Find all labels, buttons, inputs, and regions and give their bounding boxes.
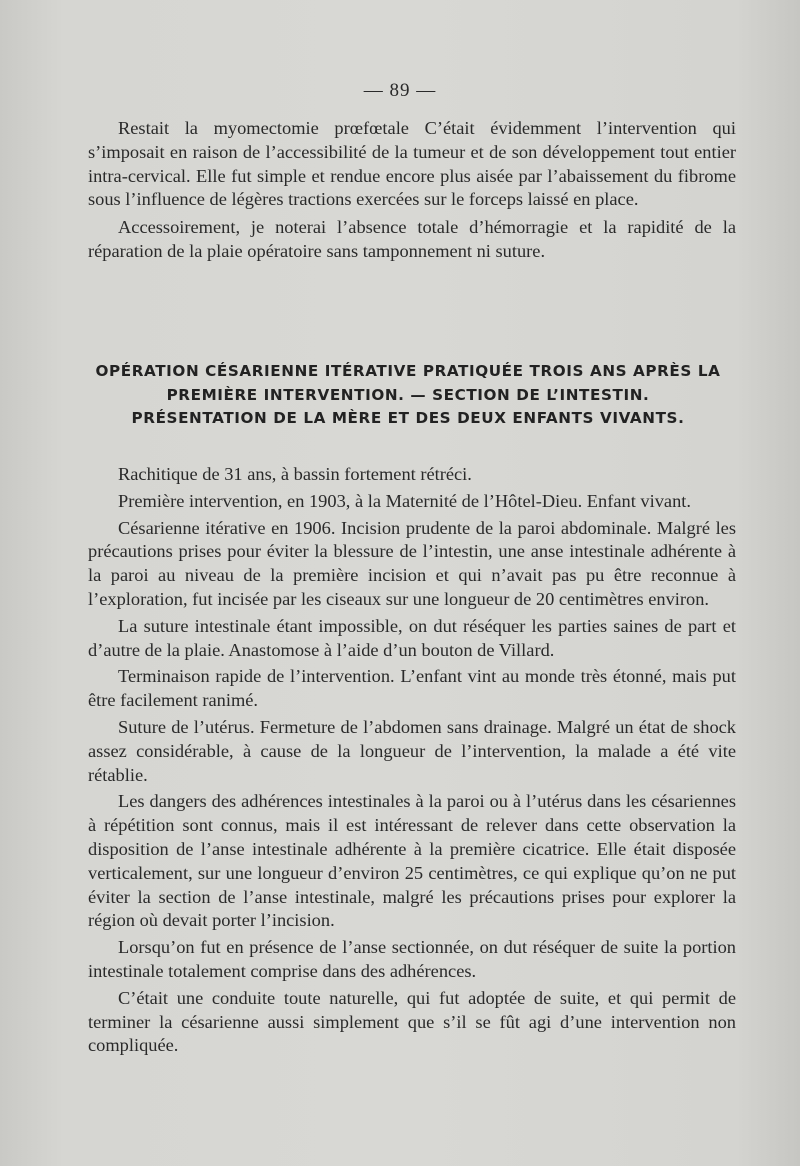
intro-text [88,117,736,264]
paragraph: Rachitique de 31 ans, à bassin fortement rétréci. [118,464,472,484]
section-heading [78,360,738,431]
paragraph: La suture intestinale étant impossible, on dut réséquer les parties saines de part et d’autre de la plaie. Anastomose à l’aide d’un bouton de Villard. [88,615,736,660]
paragraph: Terminaison rapide de l’intervention. L’enfant vint au monde très étonné, mais put être facilement ranimé. [88,666,736,711]
heading-line: PREMIÈRE INTERVENTION. — SECTION DE L’INTESTIN. [166,385,650,404]
paragraph: Première intervention, en 1903, à la Maternité de l’Hôtel-Dieu. Enfant vivant. [118,490,691,511]
paragraph: Restait la myomectomie prœfœtale C’était évidemment l’intervention qui s’imposait en raison de l’accessibilité de la tumeur et de son développement tout entier intra-cervical. Elle fut simple et rendue encore plus aisée par l’abaissement du fibrome sous l’influence de légères tractions exercées sur le forceps laissé en place. [88,118,736,210]
paragraph: Les dangers des adhérences intestinales à la paroi ou à l’utérus dans les césariennes à répétition sont connus, mais il est intéressant de relever dans cette observation la disposition de l’anse intestinale adhérente à la première cicatrice. Elle était disposée verticalement, sur une longueur d’environ 25 centimètres, ce qui explique qu’on ne put éviter la section de l’anse intestinale, malgré les précautions prises pour explorer la région où devait porter l’incision. [88,791,736,931]
paragraph: Lorsqu’on fut en présence de l’anse sectionnée, on dut réséquer de suite la portion intestinale totalement comprise dans des adhérences. [88,937,736,981]
case-text [88,463,736,1058]
paragraph: Accessoirement, je noterai l’absence totale d’hémorragie et la rapidité de la réparation de la plaie opératoire sans tamponnement ni suture. [88,217,736,261]
heading-line: OPÉRATION CÉSARIENNE ITÉRATIVE PRATIQUÉE TROIS ANS APRÈS LA [95,362,721,380]
paragraph: C’était une conduite toute naturelle, qui fut adoptée de suite, et qui permit de terminer la césarienne aussi simplement que s’il se fût agi d’une intervention non compliquée. [88,987,736,1056]
heading-line: PRÉSENTATION DE LA MÈRE ET DES DEUX ENFANTS VIVANTS. [131,409,685,427]
paragraph: Suture de l’utérus. Fermeture de l’abdomen sans drainage. Malgré un état de shock assez considérable, à cause de la longueur de l’intervention, la malade a été vite rétablie. [88,716,736,785]
page-number: — 89 — [363,80,437,101]
paragraph: Césarienne itérative en 1906. Incision prudente de la paroi abdominale. Malgré les précautions prises pour éviter la blessure de l’intestin, une anse intestinale adhérente à la paroi au niveau de la première incision et qui n’avait pas pu être reconnue à l’exploration, fut incisée par les ciseaux sur une longueur de 20 centimètres environ. [88,517,736,609]
